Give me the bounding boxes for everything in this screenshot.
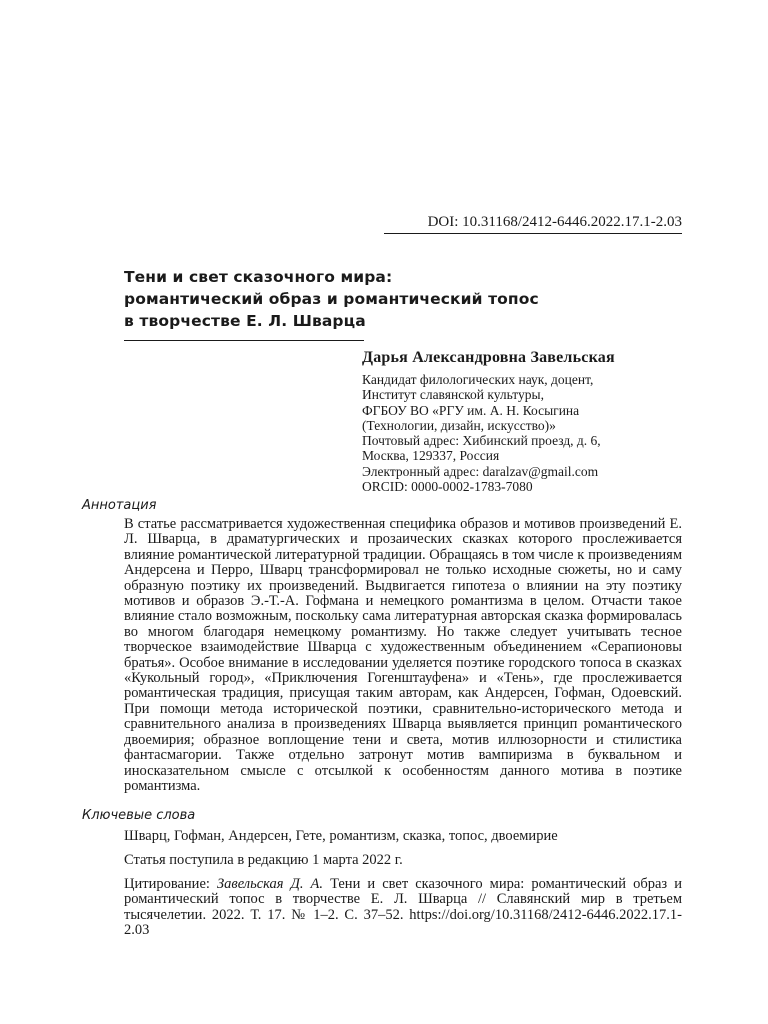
keywords-text: Шварц, Гофман, Андерсен, Гете, романтизм, сказка, топос, двоемирие xyxy=(124,828,558,844)
author-info-line: Институт славянской культуры, xyxy=(362,387,544,403)
author-info-line: Кандидат филологических наук, доцент, xyxy=(362,372,594,387)
author-info-line: Почтовый адрес: Хибинский проезд, д. 6, xyxy=(362,433,601,449)
citation-author: Завельская Д. А. xyxy=(216,876,323,892)
title-line-2: романтический образ и романтический топос xyxy=(124,290,539,308)
author-email: Электронный адрес: daralzav@gmail.com xyxy=(362,463,599,479)
doi-line: DOI: 10.31168/2412-6446.2022.17.1-2.03 xyxy=(427,214,682,230)
author-info-line: ФГБОУ ВО «РГУ им. А. Н. Косыгина xyxy=(362,402,580,418)
title-line-1: Тени и свет сказочного мира: xyxy=(124,268,393,286)
author-name: Дарья Александровна Завельская xyxy=(362,349,615,366)
abstract-text: В статье рассматривается художественная специфика образов и мотивов произведений Е. Л. Шварца, в драматургических и прозаических сказках которого прослеживается влияние романтической литературной традиции. Обращаясь в том числе к произведениям Андерсена и Перро, Шварц трансформировал не только исходные сюжеты, но и саму образную поэтику их произведений. Выдвигается гипотеза о влиянии на эту поэтику мотивов и образов Э.-Т.-А. Гофмана и немецкого романтизма в целом. Отчасти такое влияние стало возможным, поскольку сама литературная авторская сказка формировалась во многом благодаря немецкому романтизму. Но также следует учитывать тесное творческое взаимодействие Шварца с художественным объединением «Серапионовы братья». Особое внимание в исследовании уделяется поэтике городского топоса в сказках «Кукольный город», «Приключения Гогенштауфена» и «Тень», где прослеживается романтическая традиция, присущая таким авторам, как Андерсен, Гофман, Одоевский. При помощи метода исторической поэтики, сравнительно-исторического метода и сравнительного анализа в произведениях Шварца выявляется принцип романтического двоемирия; образное воплощение тени и света, мотив иллюзорности и стилистика фантасмагории. Также отдельно затронут мотив вампиризма в буквальном и иносказательном смысле с отсылкой к особенностям данного мотива в поэтике романтизма. xyxy=(124,516,682,794)
citation-reference: Тени и свет сказочного мира: романтический образ и романтический топос в творчестве Е. Л. Шварца // Славянский мир в третьем тысячелетии. 2022. Т. 17. № 1–2. С. 37–52. https://doi.org/10.31168/2412-6446.2022.17.1-2.03 xyxy=(124,876,682,939)
citation-prefix: Цитирование: xyxy=(124,876,217,892)
title-line-3: в творчестве Е. Л. Шварца xyxy=(124,312,366,330)
author-info-line: (Технологии, дизайн, искусство)» xyxy=(362,417,556,433)
received-date: Статья поступила в редакцию 1 марта 2022 г. xyxy=(124,852,403,868)
author-info-line: Москва, 129337, Россия xyxy=(362,448,500,464)
title-divider xyxy=(124,340,364,341)
article-title xyxy=(124,266,644,332)
abstract-heading: Аннотация xyxy=(82,498,157,513)
author-orcid: ORCID: 0000-0002-1783-7080 xyxy=(362,479,533,495)
keywords-heading: Ключевые слова xyxy=(82,808,196,823)
author-block xyxy=(362,348,682,494)
citation-block xyxy=(124,877,682,939)
doi-divider xyxy=(384,233,682,234)
author-affiliation xyxy=(362,372,682,494)
